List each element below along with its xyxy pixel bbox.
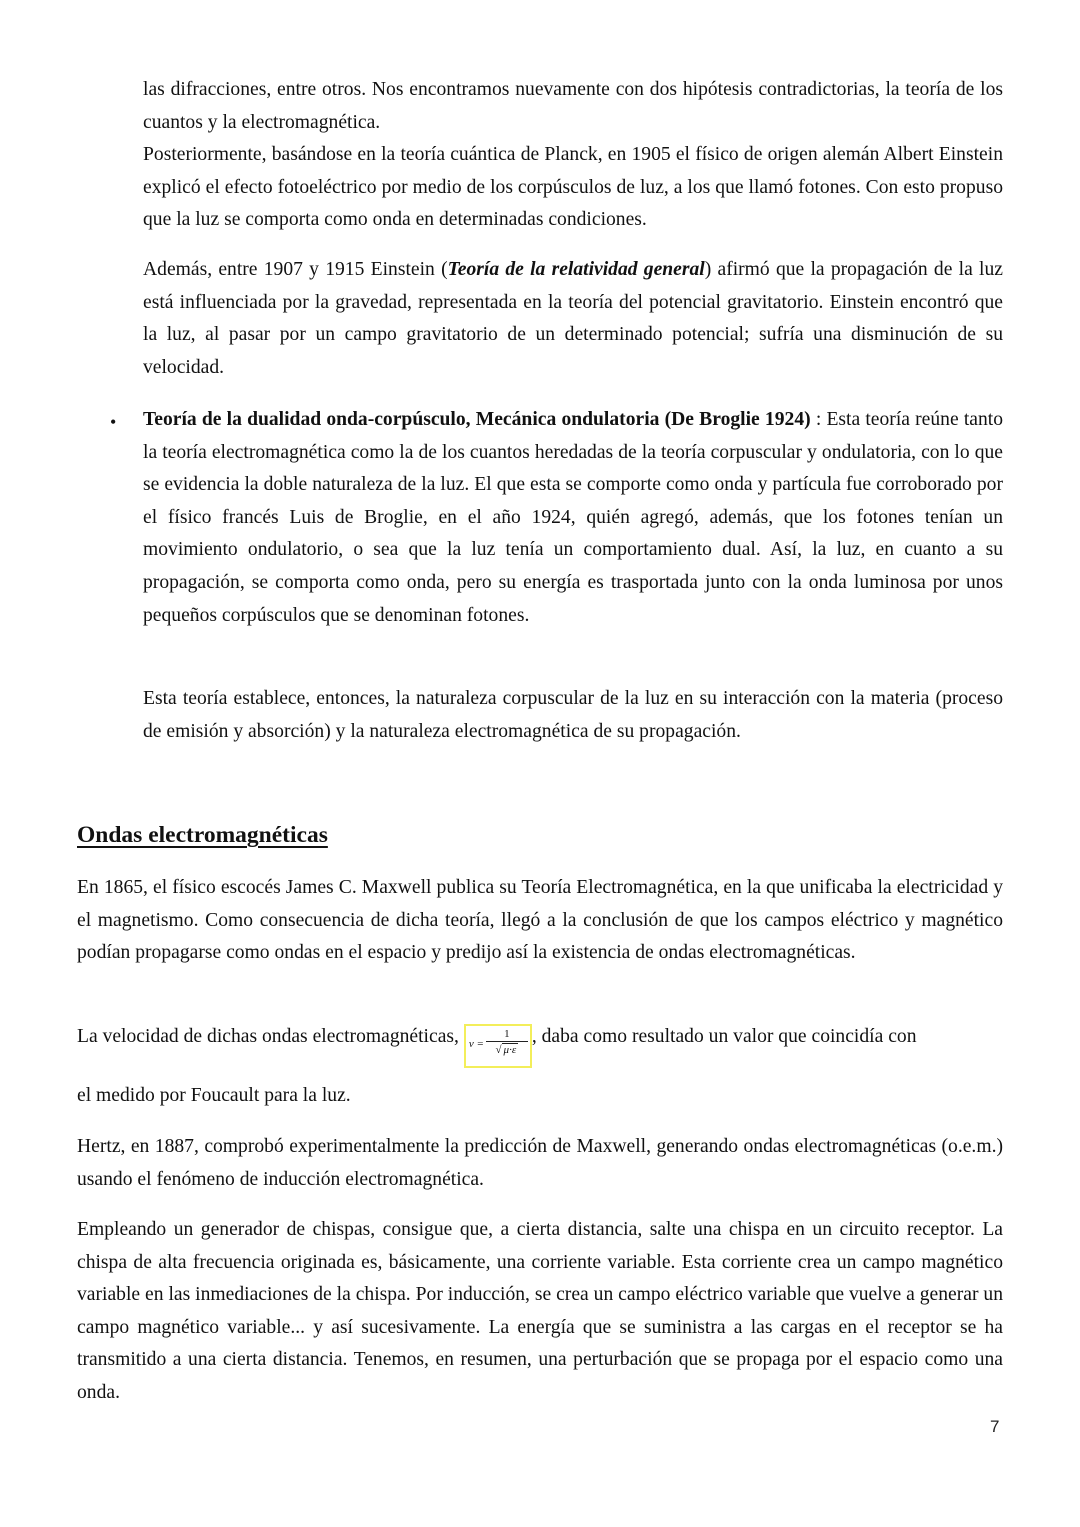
formula-denominator — [486, 1042, 528, 1056]
paragraph-generador-chispas: Empleando un generador de chispas, consigue que, a cierta distancia, salte una chispa en un circuito receptor. La chispa de alta frecuencia originada es, básicamente, una corriente variable. Esta corriente crea un campo magnético variable en las inmediaciones de la chispa. Por inducción, se crea un campo eléctrico variable que vuelve a generar un campo magnético variable... y así sucesivamente. La energía que se suministra a las cargas en el receptor se ha transmitido a una cierta distancia. Tenemos, en resumen, una perturbación que se propaga por el espacio como una onda. — [77, 1219, 1003, 1403]
formula-radicand: μ·ε — [503, 1044, 517, 1056]
paragraph-teoria-establece: Esta teoría establece, entonces, la naturaleza corpuscular de la luz en su interacción con la materia (proceso de emisión y absorción) y la naturaleza electromagnética de su propagación. — [143, 688, 1003, 742]
velocity-formula — [464, 1024, 532, 1068]
paragraph-difracciones: las difracciones, entre otros. Nos encontramos nuevamente con dos hipótesis contradictorias, la teoría de los cuantos y la electromagnética. — [143, 79, 1003, 133]
bullet-title: Teoría de la dualidad onda-corpúsculo, Mecánica ondulatoria (De Broglie 1924) — [143, 409, 811, 430]
paragraph-velocidad — [77, 1021, 1003, 1068]
bullet-icon: • — [110, 412, 117, 432]
relatividad-text-before: Además, entre 1907 y 1915 Einstein ( — [143, 259, 448, 280]
section-heading: Ondas electromagnéticas — [77, 822, 328, 848]
velocidad-text-after: , daba como resultado un valor que coincidía con — [531, 1026, 917, 1047]
formula-numerator: 1 — [486, 1028, 528, 1042]
formula-fraction — [486, 1028, 528, 1056]
relatividad-text-after: ) afirmó que la propagación de la luz está influenciada por la gravedad, representada en la teoría del potencial gravitatorio. Einstein encontró que la luz, al pasar por un campo gravitatorio de un determinado potencial; sufría una disminución de su velocidad. — [143, 259, 1003, 378]
bullet-text: : Esta teoría reúne tanto la teoría electromagnética como la de los cuantos heredadas de la teoría corpuscular y ondulatoria, con lo que se evidencia la doble naturaleza de la luz. El que esta se comporte como onda y partícula fue corroborado por el físico francés Luis de Broglie, en el año 1924, quién agregó, además, que los fotones tenían un movimiento ondulatorio, o sea que la luz tenía un comportamiento dual. Así, la luz, en cuanto a su propagación, se comporta como onda, pero su energía es trasportada junto con la onda luminosa por unos pequeños corpúsculos que se denominan fotones. — [143, 409, 1003, 626]
paragraph-einstein-fotones: Posteriormente, basándose en la teoría cuántica de Planck, en 1905 el físico de origen alemán Albert Einstein explicó el efecto fotoeléctrico por medio de los corpúsculos de luz, a los que llamó fotones. Con esto propuso que la luz se comporta como onda en determinadas condiciones. — [143, 144, 1003, 231]
bullet-dualidad-onda-corpusculo — [143, 404, 1003, 632]
velocidad-text-before: La velocidad de dichas ondas electromagnéticas, — [77, 1026, 464, 1047]
paragraph-hertz: Hertz, en 1887, comprobó experimentalmente la predicción de Maxwell, generando ondas electromagnéticas (o.e.m.) usando el fenómeno de inducción electromagnética. — [77, 1136, 1003, 1190]
sqrt-icon: √ — [495, 1044, 502, 1056]
paragraph-foucault: el medido por Foucault para la luz. — [77, 1085, 351, 1106]
paragraph-relatividad-general — [143, 254, 1003, 384]
paragraph-maxwell: En 1865, el físico escocés James C. Maxwell publica su Teoría Electromagnética, en la que unificaba la electricidad y el magnetismo. Como consecuencia de dicha teoría, llegó a la conclusión de que los campos eléctrico y magnético podían propagarse como ondas en el espacio y predijo así la existencia de ondas electromagnéticas. — [77, 877, 1003, 964]
page-number: 7 — [990, 1417, 1000, 1436]
relatividad-emphasis: Teoría de la relatividad general — [447, 259, 705, 280]
formula-lhs: v = — [468, 1038, 484, 1050]
